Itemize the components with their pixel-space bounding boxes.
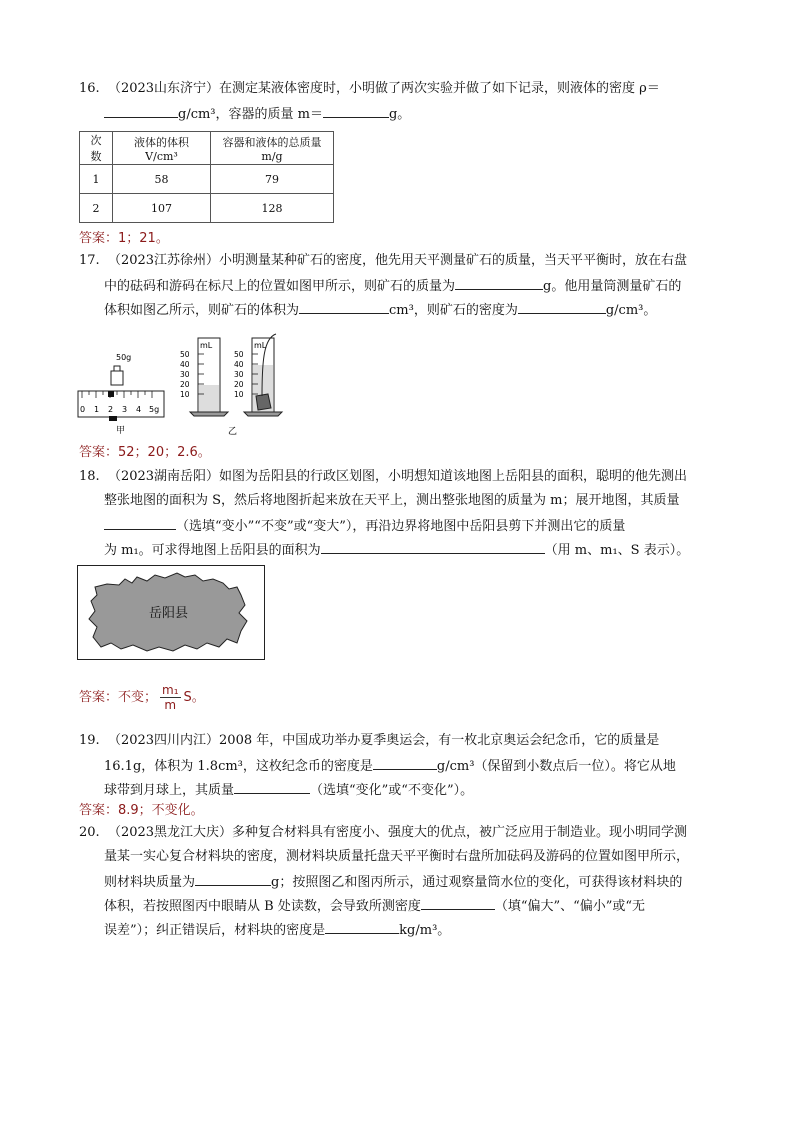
q20-line-1 <box>79 823 687 843</box>
q16-line-2 <box>104 103 410 125</box>
scale-tick-label: 2 <box>108 405 114 414</box>
weight-block <box>111 371 123 385</box>
table-cell: 1 <box>80 165 113 194</box>
question-number: 20. <box>79 825 100 840</box>
question-number: 16. <box>79 81 100 96</box>
question-number: 18. <box>79 469 100 484</box>
answer-text <box>79 683 205 712</box>
fraction-numerator: m₁ <box>162 683 179 697</box>
table-row <box>80 194 334 223</box>
q17-line-2 <box>104 275 681 297</box>
question-text: g。 <box>388 107 411 122</box>
question-number: 19. <box>79 733 100 748</box>
cylinder-base <box>190 412 228 416</box>
question-text: 则材料块质量为 <box>104 875 196 890</box>
answer-blank[interactable] <box>373 755 437 770</box>
question-text: （2023江苏徐州）小明测量某种矿石的密度，他先用天平测量矿石的质量，当天平平衡时，放在右盘 <box>107 253 688 268</box>
cylinder-tick: 40 <box>234 360 244 369</box>
answer-text: 答案：8.9；不变化。 <box>79 803 204 818</box>
answer-blank[interactable] <box>518 299 606 314</box>
table-cell: 79 <box>211 165 334 194</box>
question-text: （选填“变小”“不变”或“变大”），再沿边界将地图中岳阳县剪下并测出它的质量 <box>176 519 626 534</box>
scale-tick-label: 4 <box>136 405 142 414</box>
map-label: 岳阳县 <box>149 606 189 621</box>
question-text: （2023山东济宁）在测定某液体密度时，小明做了两次实验并做了如下记录，则液体的密度 ρ＝ <box>107 81 660 96</box>
cylinder-water <box>199 385 219 412</box>
question-text: 中的砝码和游码在标尺上的位置如图甲所示，则矿石的质量为 <box>104 279 456 294</box>
question-text: g。他用量筒测量矿石的 <box>543 279 682 294</box>
table-row <box>80 165 334 194</box>
question-text: 为 m₁。可求得地图上岳阳县的面积为 <box>104 543 321 558</box>
question-text: 16.1g，体积为 1.8cm³，这枚纪念币的密度是 <box>104 759 373 774</box>
figure-caption: 乙 <box>228 427 238 437</box>
answer-blank[interactable] <box>321 539 545 554</box>
answer-blank[interactable] <box>195 871 271 886</box>
scale-tick-label: 3 <box>122 405 128 414</box>
cylinder-tick: 30 <box>180 370 190 379</box>
table-cell: 107 <box>113 194 211 223</box>
cylinder-tick: 20 <box>180 380 190 389</box>
cylinder-tick: 30 <box>234 370 244 379</box>
question-text: g；按照图乙和图丙所示，通过观察量筒水位的变化，可获得该材料块的 <box>271 875 683 890</box>
q20-line-2: 量某一实心复合材料块的密度，测材料块质量托盘天平平衡时右盘所加砝码及游码的位置如图甲所示， <box>104 849 690 864</box>
q16-line-1 <box>79 79 660 99</box>
q17-line-1 <box>79 251 687 271</box>
figure-caption: 甲 <box>116 426 126 436</box>
ore-stone <box>256 394 271 410</box>
cylinder-base <box>244 412 282 416</box>
question-text: （选填“变化”或“不变化”）。 <box>310 783 474 798</box>
rider-base <box>109 416 117 421</box>
rider-marker <box>108 391 114 397</box>
question-text: （2023湖南岳阳）如图为岳阳县的行政区划图，小明想知道该地图上岳阳县的面积，聪明的他先测出 <box>107 469 688 484</box>
question-text: （2023四川内江）2008 年，中国成功举办夏季奥运会，有一枚北京奥运会纪念币，它的质量是 <box>107 733 660 748</box>
table-header: 液体的体积V/cm³ <box>113 132 211 165</box>
table-header-row <box>80 132 334 165</box>
q18-line-3 <box>104 515 625 537</box>
question-text: g/cm³，容器的质量 m＝ <box>178 107 323 122</box>
q20-line-5 <box>104 919 450 941</box>
question-text: kg/m³。 <box>399 923 451 938</box>
question-text: cm³，则矿石的密度为 <box>389 303 518 318</box>
fraction-denominator: m <box>164 698 177 712</box>
q19-line-3 <box>104 779 473 801</box>
answer-blank[interactable] <box>104 515 176 530</box>
q19-line-2 <box>104 755 676 777</box>
q17-line-3 <box>104 299 656 321</box>
table-header: 容器和液体的总质量m/g <box>211 132 334 165</box>
answer-blank[interactable] <box>325 919 399 934</box>
answer-blank[interactable] <box>421 895 495 910</box>
question-text: 误差”）；纠正错误后，材料块的密度是 <box>104 923 326 938</box>
cylinder-tick: 50 <box>234 350 244 359</box>
answer-blank[interactable] <box>104 103 178 118</box>
answer-text: 答案：52；20；2.6。 <box>79 445 211 460</box>
cylinder-tick: 10 <box>180 390 190 399</box>
q19-line-1 <box>79 731 659 751</box>
q18-map-figure <box>77 565 265 661</box>
cylinder-tick: 20 <box>234 380 244 389</box>
table-cell: 2 <box>80 194 113 223</box>
answer-blank[interactable] <box>323 103 389 118</box>
cylinder-unit: mL <box>254 341 267 350</box>
cylinder-tick: 50 <box>180 350 190 359</box>
question-text: 体积如图乙所示，则矿石的体积为 <box>104 303 300 318</box>
q18-line-1 <box>79 467 687 487</box>
question-text: （2023黑龙江大庆）多种复合材料具有密度小、强度大的优点，被广泛应用于制造业。现小明同学测 <box>107 825 688 840</box>
table-cell: 128 <box>211 194 334 223</box>
question-text: （填“偏大”、“偏小”或“无 <box>494 899 646 914</box>
cylinder-unit: mL <box>200 341 213 350</box>
q17-figure <box>76 330 286 440</box>
cylinder-tick: 40 <box>180 360 190 369</box>
data-table <box>79 131 334 223</box>
cylinder-tick: 10 <box>234 390 244 399</box>
q18-line-2: 整张地图的面积为 S，然后将地图折起来放在天平上，测出整张地图的质量为 m；展开地图，其质量 <box>104 493 680 508</box>
answer-blank[interactable] <box>455 275 543 290</box>
q20-line-4 <box>104 895 645 917</box>
answer-blank[interactable] <box>234 779 310 794</box>
question-text: （用 m、m₁、S 表示）。 <box>544 543 690 558</box>
question-text: 球带到月球上，其质量 <box>104 783 235 798</box>
weight-knob <box>114 366 120 371</box>
question-text: g/cm³。 <box>605 303 657 318</box>
answer-prefix: 答案：不变； <box>79 690 158 705</box>
question-text: 体积，若按照图丙中眼睛从 B 处读数，会导致所测密度 <box>104 899 421 914</box>
weight-label: 50g <box>116 353 132 362</box>
answer-blank[interactable] <box>299 299 389 314</box>
answer-text: 答案：1；21。 <box>79 231 169 246</box>
answer-suffix: S。 <box>183 690 205 705</box>
answer-fraction <box>160 683 181 712</box>
q18-line-4 <box>104 539 689 561</box>
scale-tick-label: 0 <box>80 405 86 414</box>
scale-tick-label: 5g <box>149 405 160 414</box>
q20-line-3 <box>104 871 682 893</box>
table-header: 次数 <box>80 132 113 165</box>
question-text: g/cm³（保留到小数点后一位）。将它从地 <box>436 759 676 774</box>
table-cell: 58 <box>113 165 211 194</box>
question-number: 17. <box>79 253 100 268</box>
scale-tick-label: 1 <box>94 405 100 414</box>
